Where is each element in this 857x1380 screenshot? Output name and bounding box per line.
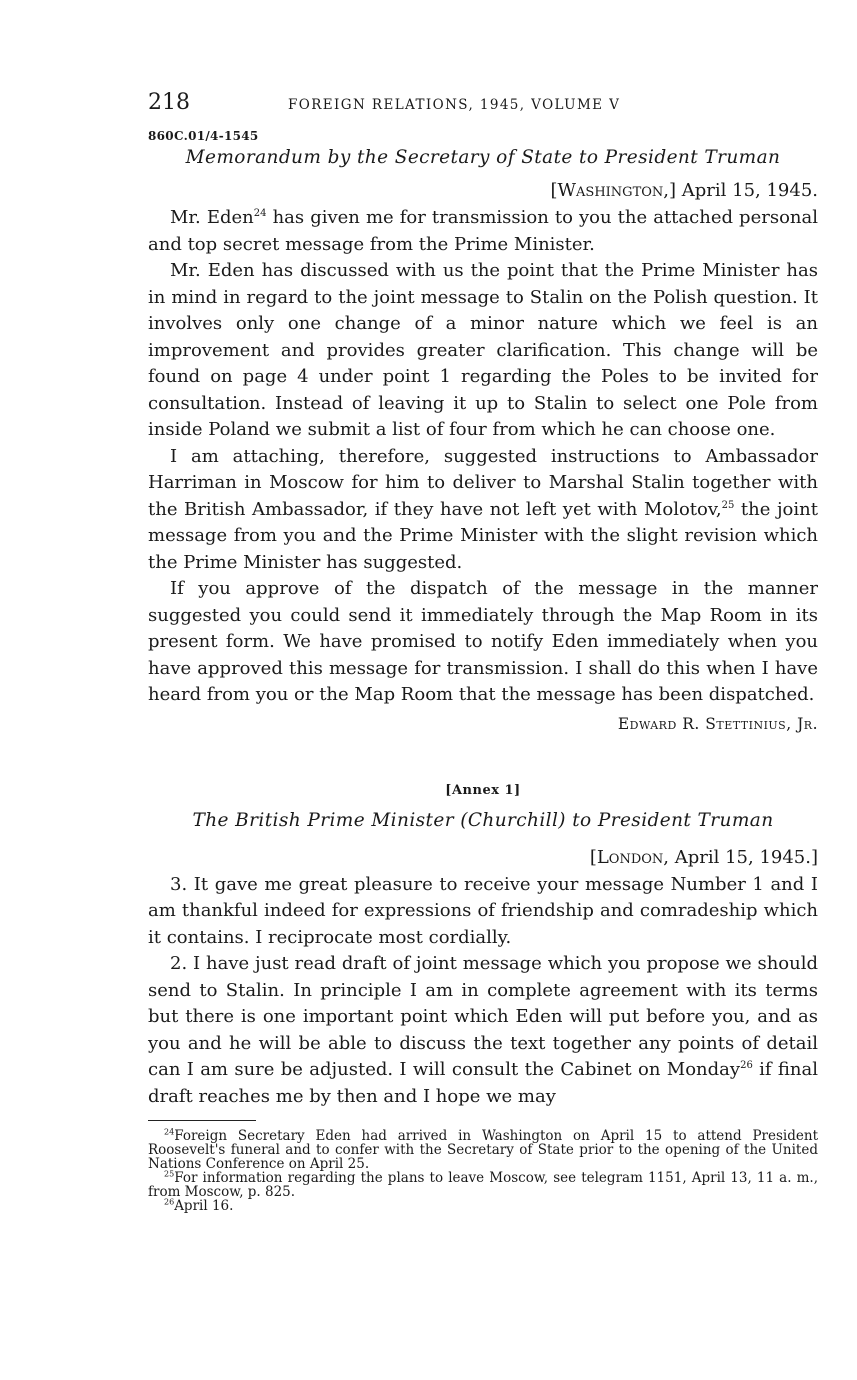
footnote-ref: 26 [740,1060,753,1071]
memo-paragraph-4: If you approve of the dispatch of the message in the manner suggested you could send it immediately through the Map Room in its present form. We have promised to notify Eden immediately when you have approved this message for transmission. I shall do this when I have heard from you or the Map Room that the message has been dispatched. [148,578,818,705]
footnote-ref: 25 [721,499,735,511]
paragraph-text: I am attaching, therefore, suggested instructions to Ambassador Harriman in Moscow for him to deliver to Marshal Stalin together with the British Ambassador, if they have not left yet with Molotov, [148,445,818,520]
annex-paragraph-2 [148,951,818,1110]
page [148,90,818,1213]
footnote-25 [148,1171,818,1199]
paragraph-text: the joint message from you and the Prime Minister with the slight revision which the Prime Minister has suggested. [148,498,818,573]
memo-paragraph-2: Mr. Eden has discussed with us the point that the Prime Minister has in mind in regard to the joint message to Stalin on the Polish question. It involves only one change of a minor nature which we feel is an improvement and provides greater clarification. This change will be found on page 4 under point 1 regarding the Poles to be invited for consultation. Instead of leaving it up to Stalin to select one Pole from inside Poland we submit a list of four from which he can choose one. [148,260,818,440]
paragraph-text: has given me for transmission to you the attached personal and top secret message from the Prime Minister. [148,207,818,255]
footnote-text: April 16. [174,1198,234,1214]
running-header [148,90,818,115]
footnote-ref: 24 [253,208,267,219]
signature: Edward R. Stettinius, Jr. [617,714,818,733]
dateline-date: April 15, 1945. [681,180,818,201]
document-dateline [148,180,818,201]
paragraph-text: Mr. Eden [170,207,254,228]
annex-label: [Annex 1] [445,782,521,798]
annex-paragraph-1: 3. It gave me great pleasure to receive your message Number 1 and I am thankful indeed for expressions of friendship and comradeship which it contains. I reciprocate most cordially. [148,873,818,948]
memo-paragraph-3 [148,444,818,577]
paragraph-text: 2. I have just read draft of joint message which you propose we should send to Stalin. In principle I am in complete agreement with its terms but there is one important point which Eden will put before you, and as you and he will be able to discuss the text together any points of detail can I am sure be adjusted. I will consult the Cabinet on Monday [148,953,818,1080]
paragraph-text: if final draft reaches me by then and I hope we may [148,1059,819,1107]
annex-title: The British Prime Minister (Churchill) to President Truman [192,809,774,831]
dateline-place: [London, [589,846,669,868]
document-title: Memorandum by the Secretary of State to President Truman [185,147,781,168]
footnote-26 [148,1199,818,1213]
running-title: FOREIGN RELATIONS, 1945, VOLUME V [288,97,621,113]
footnote-text: For information regarding the plans to leave Moscow, see telegram 1151, April 13, 11 a. m., from Moscow, p. 825. [148,1170,818,1200]
dateline-place: [Washington,] [550,180,677,201]
footnote-24 [148,1129,818,1171]
footnote-text: Foreign Secretary Eden had arrived in Washington on April 15 to attend President Roosevelt's funeral and to confer with the Secretary of State prior to the opening of the United Nations Conference on April 25. [148,1128,818,1172]
dateline-date: April 15, 1945.] [674,846,818,868]
document-file-number: 860C.01/4-1545 [148,129,259,143]
footnote-number: 26 [164,1197,175,1207]
footnote-number: 25 [164,1169,175,1179]
annex-dateline [148,847,818,868]
footnote-number: 24 [164,1127,175,1137]
memo-paragraph-1 [148,205,818,258]
page-number: 218 [148,90,190,115]
footnote-divider [148,1120,256,1121]
